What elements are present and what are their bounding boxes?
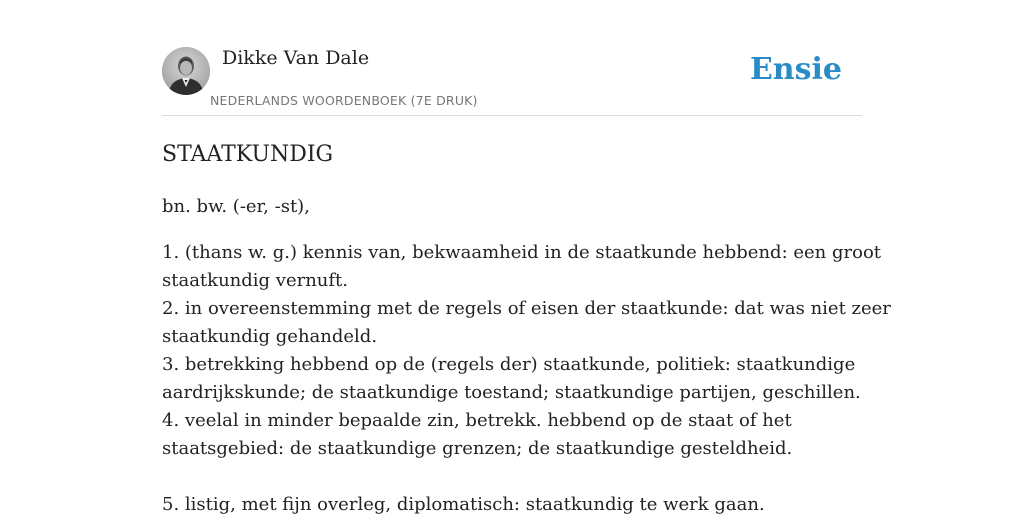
author-name[interactable]: Dikke Van Dale [222,47,370,69]
entry-title: STAATKUNDIG [162,142,334,167]
definition-line: aardrijkskunde; de staatkundige toestand; staatkundige partijen, geschillen. [162,382,861,403]
author-header [162,0,862,116]
definition-line: staatsgebied: de staatkundige grenzen; de staatkundige gesteldheid. [162,438,793,459]
ensie-logo-link[interactable]: Ensie [749,52,842,87]
entry-grammar: bn. bw. (-er, -st), [162,196,310,217]
definition-line: staatkundig gehandeld. [162,326,378,347]
entry-definitions [162,239,891,519]
portrait-photo-icon [162,47,210,95]
definition-line: 1. (thans w. g.) kennis van, bekwaamheid in de staatkunde hebbend: een groot [162,242,882,263]
page-content [162,0,891,515]
definition-line: 3. betrekking hebbend op de (regels der) staatkunde, politiek: staatkundige [162,354,856,375]
definition-spacer [162,463,862,491]
definition-line: 5. listig, met fijn overleg, diplomatisch: staatkundig te werk gaan. [162,494,765,515]
definition-line: 2. in overeenstemming met de regels of eisen der staatkunde: dat was niet zeer [162,298,891,319]
source-label: NEDERLANDS WOORDENBOEK (7E DRUK) [210,93,478,108]
definition-line: staatkundig vernuft. [162,270,349,291]
author-avatar[interactable] [162,47,210,95]
definition-line: 4. veelal in minder bepaalde zin, betrekk. hebbend op de staat of het [162,410,792,431]
